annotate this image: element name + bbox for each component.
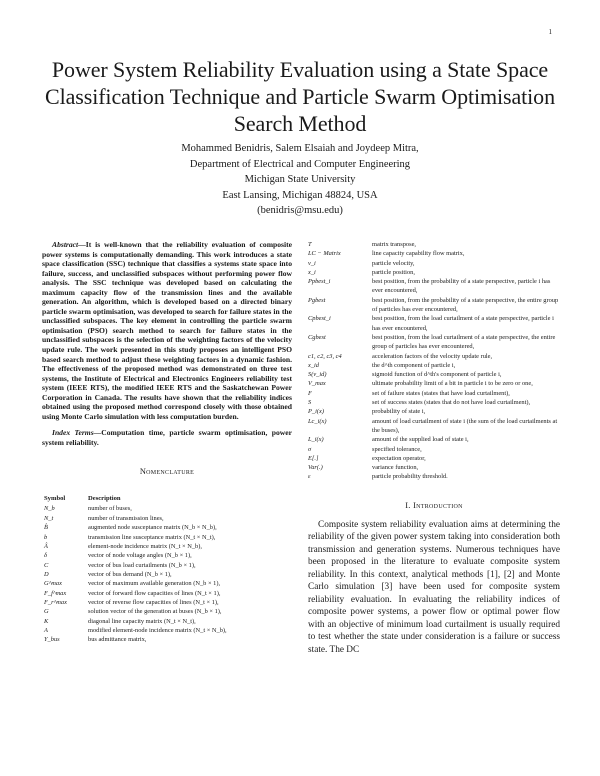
nomenclature-row	[42, 607, 292, 616]
nomenclature-row	[42, 626, 292, 635]
nomenclature-description: particle probability threshold.	[372, 473, 448, 481]
nomenclature-table-right	[308, 240, 560, 482]
nomenclature-symbol: S	[308, 399, 312, 407]
nomenclature-symbol: C	[44, 561, 49, 569]
nomenclature-symbol: N_t	[44, 514, 54, 522]
nomenclature-symbol: δ	[44, 552, 47, 560]
nomenclature-row	[308, 361, 560, 370]
index-terms	[42, 428, 292, 447]
nomenclature-description: number of transmission lines,	[88, 514, 164, 522]
abstract	[42, 240, 292, 421]
nomenclature-description: particle position,	[372, 268, 415, 276]
nomenclature-description: variance function,	[372, 464, 419, 472]
nomenclature-description: bus admittance matrix,	[88, 636, 147, 644]
nomenclature-symbol: F_f^max	[44, 589, 67, 597]
author-university: Michigan State University	[244, 174, 356, 185]
nomenclature-row	[308, 435, 560, 444]
nomenclature-symbol: B̂	[44, 524, 48, 532]
nomenclature-row	[42, 617, 292, 626]
nomenclature-description: best position, from the load curtailment of a state perspective, particle i has ever encountered,	[372, 315, 554, 332]
nomenclature-description: augmented node susceptance matrix (N_b × N_b),	[88, 524, 217, 532]
nomenclature-row	[308, 314, 560, 333]
nomenclature-row	[42, 561, 292, 570]
nomenclature-symbol: G	[44, 608, 49, 616]
nomenclature-row	[42, 598, 292, 607]
nomenclature-symbol: b	[44, 533, 48, 541]
nomenclature-row	[308, 417, 560, 436]
nomenclature-description: vector of bus load curtailments (N_b × 1),	[88, 561, 196, 569]
nomenclature-symbol: v_i	[308, 259, 316, 267]
nomenclature-symbol: Y_bus	[44, 636, 60, 644]
paper-title: Power System Reliability Evaluation using a State Space Classification Technique and Particle Swarm Optimisation Search Method	[45, 57, 555, 136]
nomenclature-row	[308, 472, 560, 481]
nomenclature-row	[308, 389, 560, 398]
nomenclature-symbol: Cgbest	[308, 333, 326, 341]
nomenclature-row	[42, 635, 292, 644]
nomenclature-symbol: Â	[44, 542, 48, 550]
nomenclature-symbol: ε	[308, 473, 311, 481]
nomenclature-row	[308, 249, 560, 258]
nomenclature-symbol: A	[44, 626, 48, 634]
introduction-text: Composite system reliability evaluation aims at determining the reliability of the given power system taking into consideration both transmission and generation systems. Numerous techniques have been proposed in the literature to evaluate composite system reliability. In this context, analytical methods [1], [2] and Monte Carlo simulation [3] have been used for composite system reliability evaluation. In evaluating the reliability indices of composite power systems, a power flow or optimal power flow with an objective of minimum load curtailment is usually required to test whether the state under consideration is a failure or success state. The DC	[308, 519, 560, 655]
nomenclature-description: solution vector of the generation at buses (N_b × 1),	[88, 608, 222, 616]
nomenclature-symbol: Pgbest	[308, 296, 326, 304]
nomenclature-symbol: c1, c2, c3, c4	[308, 352, 342, 360]
nomenclature-symbol: Cpbest_i	[308, 315, 331, 323]
nomenclature-row	[308, 379, 560, 388]
nomenclature-col-description: Description	[88, 495, 121, 503]
nomenclature-symbol: K	[44, 617, 49, 625]
nomenclature-row	[308, 352, 560, 361]
nomenclature-description: best position, from the probability of a state perspective, the entire group of particles has ever encountered,	[372, 296, 559, 314]
author-location: East Lansing, Michigan 48824, USA	[222, 189, 378, 201]
nomenclature-description: number of buses,	[88, 505, 132, 513]
nomenclature-description: diagonal line capacity matrix (N_t × N_t),	[88, 617, 196, 625]
introduction-heading: I. Introduction	[405, 500, 463, 510]
author-block	[100, 141, 500, 219]
nomenclature-symbol: E[.]	[308, 454, 319, 462]
nomenclature-description: best position, from the probability of a state perspective, particle i has ever encountered,	[372, 278, 551, 295]
nomenclature-col-symbol: Symbol	[44, 495, 66, 503]
nomenclature-description: amount of load curtailment of state i (the sum of the load curtailments at the buses),	[372, 417, 558, 434]
nomenclature-description: ultimate probability limit of a bit in particle i to be zero or one,	[372, 380, 533, 388]
nomenclature-symbol: LC − Matrix	[308, 250, 341, 258]
nomenclature-description: acceleration factors of the velocity update rule,	[372, 352, 493, 360]
nomenclature-description: element-node incidence matrix (N_t × N_b),	[88, 542, 202, 550]
index-terms-text: —Computation time, particle swarm optimisation, power system reliability.	[42, 428, 292, 447]
nomenclature-row	[42, 570, 292, 579]
nomenclature-description: the d^th component of particle i,	[372, 361, 456, 369]
nomenclature-description: line capacity capability flow matrix,	[372, 250, 465, 258]
nomenclature-description: matrix transpose,	[372, 241, 417, 248]
nomenclature-symbol: L_i(x)	[308, 436, 324, 444]
abstract-text: —It is well-known that the reliability evaluation of composite power systems is computationally demanding. This work introduces a state space classification (SSC) technique that classifies a systems state space into failure, success, and unclassified subspaces without performing power flow analysis. The SSC technique was developed based on calculating the maximum capacity flow of the transmission lines and the available generation. An algorithm, which is developed based on a directed binary particle swarm optimisation, was developed to search for failure states in the unclassified subspaces. The key element in controlling the particle swarm optimisation (PSO) search method to search for failure states in the unclassified subspaces is the selection of the weighting factors of the velocity update rule. The work presented in this study proposes an intelligent PSO based search method to adjust these weighting factors in a dynamic fashion. The effectiveness of the proposed method was demonstrated on three test systems, the Institute of Electrical and Electronics Engineers reliability test system (IEEE RTS), the modified IEEE RTS and the Saskatchewan Power Corporation in Canada. The results have shown that the reliability indices obtained using the proposed method correspond closely with those obtained using Monte Carlo simulation with less computation burden.	[42, 240, 292, 421]
author-department: Department of Electrical and Computer Engineering	[189, 158, 411, 170]
nomenclature-description: amount of the supplied load of state i,	[372, 436, 469, 444]
nomenclature-description: expectation operator,	[372, 454, 426, 462]
nomenclature-symbol: F_r^max	[44, 598, 67, 606]
nomenclature-heading: Nomenclature	[139, 467, 195, 477]
nomenclature-symbol: x_id	[308, 361, 320, 369]
nomenclature-description: vector of maximum available generation (N_b × 1),	[88, 580, 221, 588]
nomenclature-symbol: V_max	[308, 380, 326, 388]
nomenclature-description: particle velocity,	[372, 259, 415, 267]
nomenclature-symbol: Var(.)	[308, 464, 323, 472]
nomenclature-row	[42, 514, 292, 523]
left-column	[42, 240, 292, 645]
nomenclature-row	[42, 589, 292, 598]
nomenclature-symbol: G^max	[44, 580, 62, 588]
nomenclature-symbol: T	[308, 241, 312, 248]
author-names: Mohammed Benidris, Salem Elsaiah and Joydeep Mitra,	[181, 143, 419, 154]
nomenclature-row	[308, 333, 560, 352]
nomenclature-description: vector of node voltage angles (N_b × 1),	[88, 552, 192, 560]
nomenclature-description: set of success states (states that do not have load curtailment),	[372, 399, 531, 407]
nomenclature-row	[308, 445, 560, 454]
nomenclature-description: probability of state i,	[372, 408, 426, 416]
nomenclature-row	[308, 240, 560, 249]
nomenclature-symbol: P_i(x)	[308, 408, 324, 416]
nomenclature-row	[42, 523, 292, 532]
nomenclature-row	[42, 551, 292, 560]
nomenclature-symbol: S(v_id)	[308, 371, 327, 379]
nomenclature-description: vector of bus demand (N_b × 1),	[88, 570, 172, 578]
nomenclature-row	[308, 277, 560, 296]
right-column	[308, 240, 560, 656]
nomenclature-row	[42, 579, 292, 588]
nomenclature-description: sigmoid function of d^th's component of particle i,	[372, 371, 502, 379]
nomenclature-symbol: x_i	[308, 268, 316, 276]
index-terms-lead: Index Terms	[52, 428, 94, 438]
nomenclature-row	[308, 259, 560, 268]
nomenclature-symbol: σ	[308, 445, 312, 453]
nomenclature-description: specified tolerance,	[372, 445, 422, 453]
nomenclature-row	[308, 268, 560, 277]
nomenclature-row	[42, 504, 292, 513]
nomenclature-row	[308, 398, 560, 407]
page-number: 1	[548, 28, 552, 36]
nomenclature-symbol: Ppbest_i	[308, 278, 331, 286]
nomenclature-row	[308, 370, 560, 379]
nomenclature-description: vector of forward flow capacities of lines (N_t × 1),	[88, 589, 221, 597]
nomenclature-row	[308, 463, 560, 472]
nomenclature-description: best position, from the load curtailment of a state perspective, the entire group of particles has ever encountered,	[372, 333, 556, 351]
nomenclature-row	[308, 296, 560, 315]
nomenclature-symbol: D	[44, 570, 49, 578]
nomenclature-symbol: F	[308, 389, 312, 397]
nomenclature-row	[308, 407, 560, 416]
nomenclature-row	[42, 533, 292, 542]
nomenclature-table-left	[42, 494, 292, 644]
abstract-lead: Abstract	[52, 240, 79, 249]
nomenclature-description: modified element-node incidence matrix (N_t × N_b),	[88, 626, 227, 634]
nomenclature-description: set of failure states (states that have load curtailment),	[372, 389, 510, 397]
nomenclature-row	[42, 542, 292, 551]
nomenclature-symbol: N_b	[44, 505, 55, 513]
nomenclature-description: vector of reverse flow capacities of lines (N_t × 1),	[88, 598, 219, 606]
nomenclature-row	[308, 454, 560, 463]
nomenclature-symbol: Lc_i(x)	[308, 417, 327, 425]
author-email: (benidris@msu.edu)	[257, 205, 343, 216]
nomenclature-description: transmission line susceptance matrix (N_t × N_t),	[88, 533, 216, 541]
